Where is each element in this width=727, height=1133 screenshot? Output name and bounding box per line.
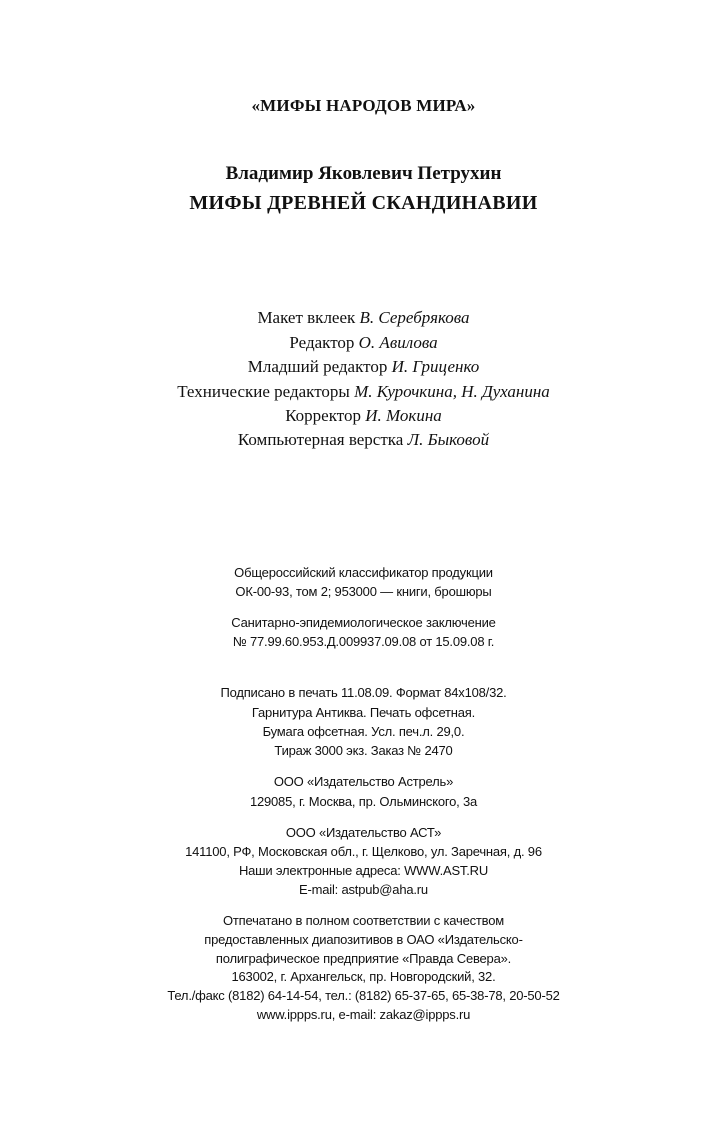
astrel-line: 129085, г. Москва, пр. Ольминского, 3а <box>249 794 478 809</box>
credit-line <box>0 309 727 326</box>
print-info-line: Подписано в печать 11.08.09. Формат 84х108/32. <box>220 685 507 700</box>
credit-line <box>0 358 727 375</box>
credit-role: Редактор <box>289 333 355 352</box>
print-info-line: Бумага офсетная. Усл. печ.л. 29,0. <box>262 724 465 739</box>
printer-line: предоставленных диапозитивов в ОАО «Издательско- <box>204 932 523 947</box>
credit-role: Младший редактор <box>247 357 388 376</box>
classifier-line: Общероссийский классификатор продукции <box>234 565 493 580</box>
credit-name: Л. Быковой <box>407 430 490 449</box>
credit-name: И. Гриценко <box>391 357 480 376</box>
ast-line: ООО «Издательство АСТ» <box>285 825 442 840</box>
sanitary-line: № 77.99.60.953.Д.009937.09.08 от 15.09.08 г. <box>232 634 495 649</box>
printer-line: 163002, г. Архангельск, пр. Новгородский, 32. <box>231 969 496 984</box>
print-info-line: Тираж 3000 экз. Заказ № 2470 <box>274 743 453 758</box>
printer-line: Отпечатано в полном соответствии с качеством <box>223 913 504 928</box>
ast-line: 141100, РФ, Московская обл., г. Щелково, ул. Заречная, д. 96 <box>185 844 542 859</box>
book-title: МИФЫ ДРЕВНЕЙ СКАНДИНАВИИ <box>189 192 538 214</box>
credit-line <box>0 431 727 448</box>
credit-line <box>0 407 727 424</box>
ast-line: E-mail: astpub@aha.ru <box>299 882 428 897</box>
printer-line: Тел./факс (8182) 64-14-54, тел.: (8182) 65-37-65, 65-38-78, 20-50-52 <box>167 988 560 1003</box>
credit-name: В. Серебрякова <box>359 308 470 327</box>
astrel-line: ООО «Издательство Астрель» <box>273 774 454 789</box>
printer-line: полиграфическое предприятие «Правда Севера». <box>215 951 512 966</box>
credit-role: Компьютерная верстка <box>237 430 404 449</box>
author-name: Владимир Яковлевич Петрухин <box>225 163 502 184</box>
classifier-line: ОК-00-93, том 2; 953000 — книги, брошюры <box>235 584 492 599</box>
credit-role: Корректор <box>285 406 361 425</box>
ast-line: Наши электронные адреса: WWW.AST.RU <box>238 863 489 878</box>
print-info-line: Гарнитура Антиква. Печать офсетная. <box>251 705 476 720</box>
credit-name: М. Курочкина, Н. Духанина <box>354 382 550 401</box>
credit-role: Макет вклеек <box>257 308 356 327</box>
credit-name: О. Авилова <box>358 333 438 352</box>
credit-line <box>0 383 727 400</box>
printer-line: www.ippps.ru, e-mail: zakaz@ippps.ru <box>256 1007 471 1022</box>
credit-name: И. Мокина <box>365 406 442 425</box>
credit-line <box>0 334 727 351</box>
sanitary-line: Санитарно-эпидемиологическое заключение <box>231 615 496 630</box>
credit-role: Технические редакторы <box>177 382 350 401</box>
series-title: «МИФЫ НАРОДОВ МИРА» <box>251 96 476 115</box>
